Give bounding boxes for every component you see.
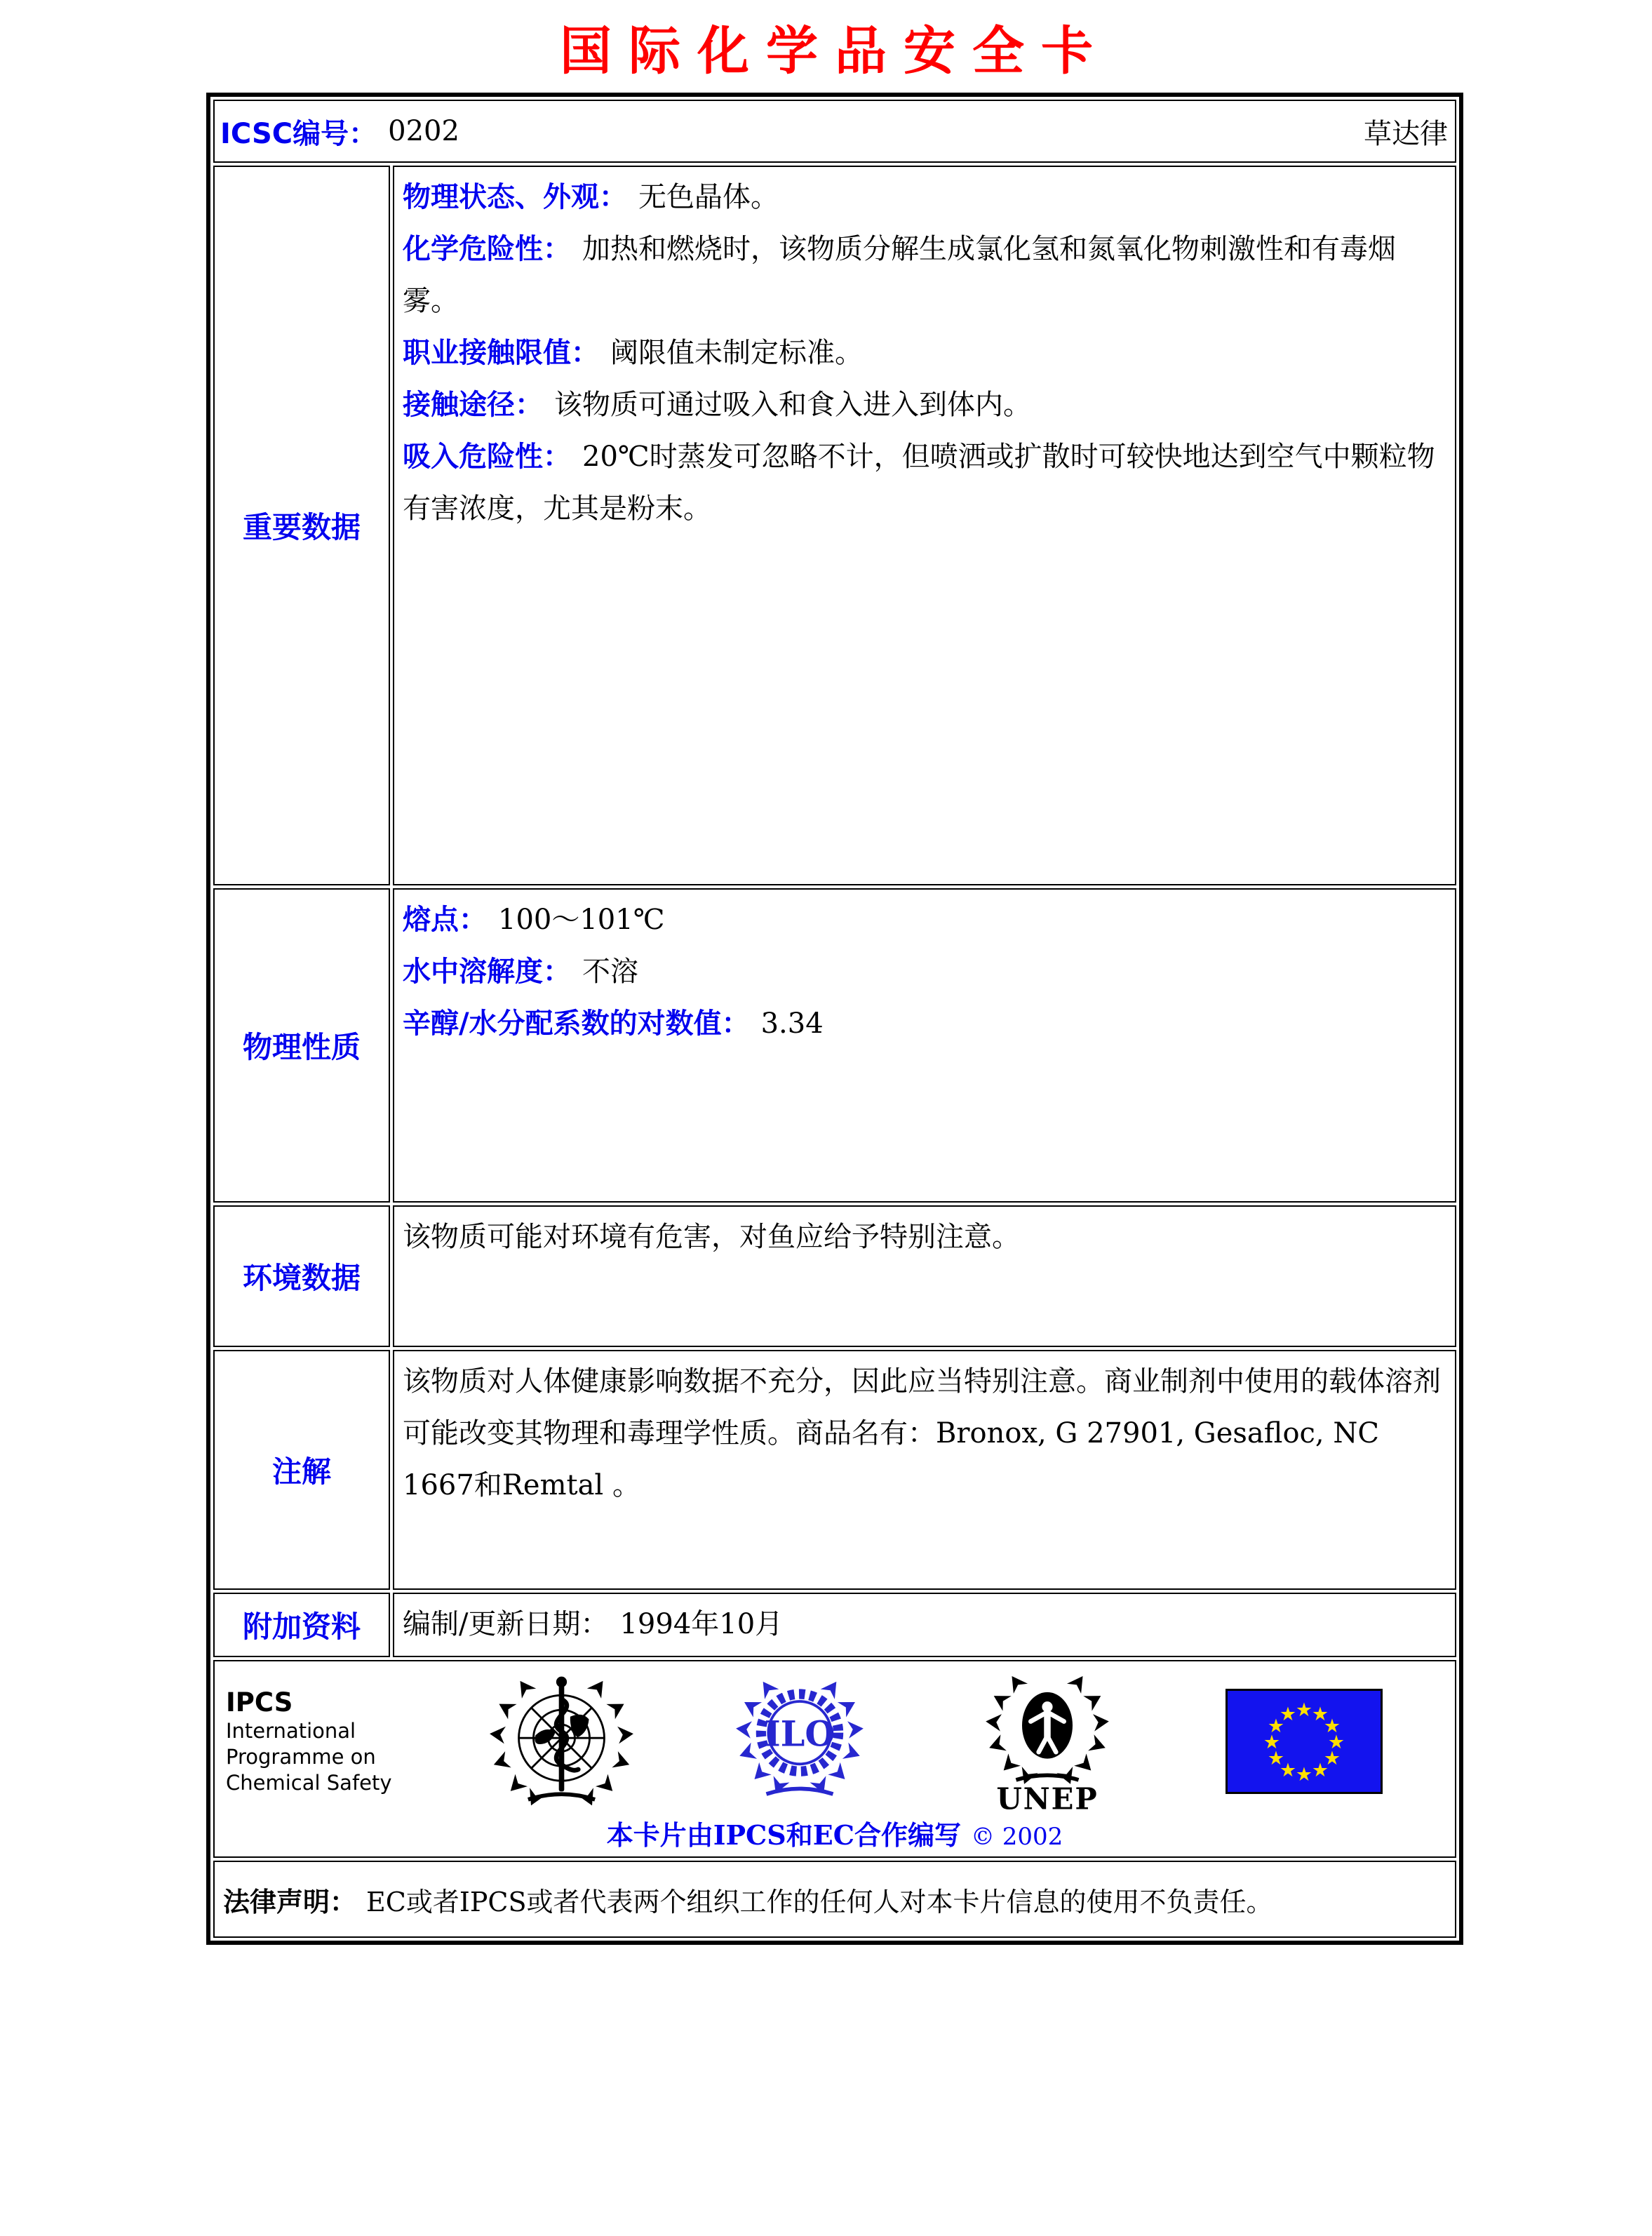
unep-logo-icon [984,1666,1110,1817]
copyright-text: © 2002 [970,1823,1063,1851]
icsc-card [206,93,1463,1945]
ipcs-acronym: IPCS [226,1687,293,1718]
eu-flag-icon [1225,1689,1383,1794]
field-label: 吸入危险性： [403,441,571,473]
field-value: 该物质可通过吸入和食入进入到体内。 [554,389,1031,421]
eu-star: ★ [1323,1715,1341,1737]
important-data-content [393,166,1456,885]
legal-text: EC或者IPCS或者代表两个组织工作的任何人对本卡片信息的使用不负责任。 [366,1886,1273,1917]
icsc-header-cell [213,100,1456,163]
legal-label: 法律声明： [223,1886,357,1917]
field-label: 物理状态、外观： [403,181,627,213]
unep-wreath-stem [1016,1775,1078,1780]
ilo-wreath-stem [767,1788,833,1794]
data-line [403,998,1442,1050]
eu-star: ★ [1295,1764,1313,1786]
field-label: 水中溶解度： [403,956,571,988]
eu-star: ★ [1295,1699,1313,1721]
ilo-logo-icon [733,1673,866,1810]
update-date-label: 编制/更新日期： [403,1608,609,1640]
eu-star: ★ [1263,1732,1281,1753]
notes-content: 该物质对人体健康影响数据不充分，因此应当特别注意。商业制剂中使用的载体溶剂可能改变其物理和毒理学性质。商品名有：Bronox, G 27901, Gesafloc, NC 1667和Remtal 。 [393,1350,1456,1590]
section-additional-info [213,1593,1456,1657]
field-label: 接触途径： [403,389,543,421]
ipcs-line: Programme on [226,1744,376,1769]
field-value: 不溶 [582,956,638,988]
eu-star: ★ [1311,1760,1329,1781]
section-important-data [213,166,1456,885]
field-value: 20℃时蒸发可忽略不计，但喷洒或扩散时可较快地达到空气中颗粒物有害浓度，尤其是粉末。 [403,441,1435,525]
eu-star: ★ [1267,1715,1285,1737]
eu-star: ★ [1311,1703,1329,1725]
data-line [403,379,1442,431]
logos-cell [213,1660,1456,1858]
section-environmental-data [213,1205,1456,1347]
icsc-number-group [220,112,459,152]
ilo-letters: ILO [764,1713,835,1755]
data-line [403,223,1442,327]
field-value: 加热和燃烧时，该物质分解生成氯化氢和氮氧化物刺激性和有毒烟雾。 [403,233,1396,317]
eu-star: ★ [1323,1748,1341,1769]
unep-letters: UNEP [996,1781,1099,1816]
card-wrap [206,10,1463,1945]
data-line [403,1598,1442,1650]
data-line [403,894,1442,946]
footer-logos-row [213,1660,1456,1858]
data-line [403,171,1442,223]
logo-strip [215,1666,1455,1817]
chemical-name: 草达律 [1364,117,1448,150]
icsc-number-value: 0202 [388,115,459,147]
icsc-number-label: ICSC编号： [220,117,377,150]
section-label-physical-properties: 物理性质 [213,888,390,1203]
section-label-additional-info: 附加资料 [213,1593,390,1657]
legal-row [213,1861,1456,1938]
eu-star: ★ [1267,1748,1285,1769]
who-wreath-stem [528,1794,595,1800]
data-line [403,327,1442,379]
environmental-data-content: 该物质可能对环境有危害，对鱼应给予特别注意。 [393,1205,1456,1347]
data-line [403,431,1442,535]
field-label: 辛醇/水分配系数的对数值： [403,1007,750,1040]
legal-cell [213,1861,1456,1938]
field-value: 无色晶体。 [638,181,779,213]
page-title: 国际化学品安全卡 [560,21,1110,81]
section-physical-properties [213,888,1456,1203]
section-label-notes: 注解 [213,1350,390,1590]
field-value: 阈限值未制定标准。 [610,337,863,369]
field-value: 100～101℃ [498,904,665,936]
field-label: 化学危险性： [403,233,571,265]
section-notes [213,1350,1456,1590]
section-label-important-data: 重要数据 [213,166,390,885]
additional-info-content [393,1593,1456,1657]
ipcs-line: International [226,1718,356,1743]
update-date-value: 1994年10月 [619,1608,784,1640]
section-label-environmental-data: 环境数据 [213,1205,390,1347]
field-label: 职业接触限值： [403,337,599,369]
eu-star: ★ [1327,1732,1345,1753]
header-row [213,100,1456,163]
credit-text: 本卡片由IPCS和EC合作编写 [606,1819,961,1851]
eu-star: ★ [1279,1760,1297,1781]
ipcs-text-block [226,1687,414,1796]
field-value: 3.34 [760,1007,824,1040]
eu-star: ★ [1279,1703,1297,1725]
credit-line [215,1817,1455,1854]
data-line [403,946,1442,998]
who-logo-icon [490,1671,633,1812]
ipcs-line: Chemical Safety [226,1770,392,1795]
field-label: 熔点： [403,904,487,936]
physical-properties-content [393,888,1456,1203]
